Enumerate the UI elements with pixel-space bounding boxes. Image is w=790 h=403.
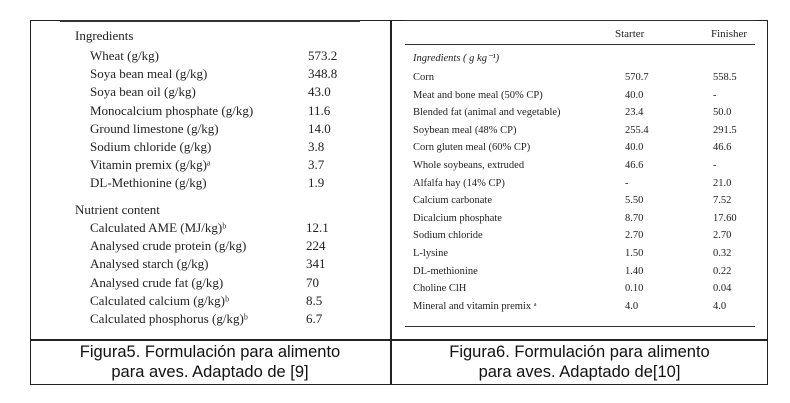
starter-value: 40.0 [625,89,644,101]
ingredient-label: Monocalcium phosphate (g/kg) [90,102,254,118]
ingredient-label: Soya bean meal (g/kg) [90,66,208,82]
ingredient-row [90,121,360,137]
nutrient-row [90,293,360,309]
starter-value: 1.40 [625,265,644,277]
formulation-label: Dicalcium phosphate [413,212,502,224]
figure5-caption [32,342,388,382]
ingredient-row [90,84,360,100]
starter-value: 4.0 [625,300,639,312]
formulation-row [413,195,753,209]
formulation-row [413,213,753,227]
ingredient-label: Soya bean oil (g/kg) [90,84,196,100]
finisher-value: 558.5 [713,72,737,83]
nutrient-row [90,238,360,254]
nutrient-label: Analysed starch (g/kg) [90,256,209,272]
formulation-row [413,266,753,280]
ingredient-value: 1.9 [308,175,325,191]
finisher-value: - [713,89,717,101]
finisher-value: 4.0 [713,300,727,312]
table6-top-rule [405,20,755,21]
formulation-label: Mineral and vitamin premix ᵃ [413,300,537,312]
starter-value: 8.70 [625,212,644,224]
finisher-value: 7.52 [713,195,732,207]
starter-value: 5.50 [625,195,644,207]
starter-value: - [625,177,629,189]
figure6-caption-line2: para aves. Adaptado de[10] [478,363,681,381]
formulation-label: Calcium carbonate [413,195,493,207]
nutrient-row [90,256,360,272]
figure6-caption-line1: Figura6. Formulación para alimento [449,343,710,361]
ingredient-label: Sodium chloride (g/kg) [90,139,212,154]
ingredient-value: 3.8 [308,139,325,154]
nutrient-label: Calculated calcium (g/kg)ᵇ [90,292,230,308]
finisher-value: 2.70 [713,230,732,242]
finisher-value: 291.5 [713,124,737,136]
formulation-row [413,230,753,244]
column-finisher: Finisher [711,28,748,40]
starter-value: 40.0 [625,142,644,154]
table5-top-rule [60,20,360,22]
formulation-row [413,107,753,121]
ingredient-label: Wheat (g/kg) [90,48,159,63]
finisher-value: 50.0 [713,107,732,119]
nutrient-value: 8.5 [306,292,323,308]
formulation-row [413,301,753,315]
column-starter: Starter [615,28,645,40]
nutrient-value: 70 [306,274,319,290]
nutrient-label: Analysed crude fat (g/kg) [90,274,224,290]
formulation-row [413,178,753,192]
formulation-row [413,72,753,86]
column-divider [390,20,392,385]
table6-bottom-rule [405,326,755,327]
nutrient-value: 6.7 [306,311,323,326]
nutrient-row [90,220,360,236]
formulation-row [413,283,753,297]
nutrient-value: 224 [306,238,326,254]
ingredient-row [90,157,360,173]
finisher-value: 0.04 [713,283,732,295]
starter-value: 1.50 [625,248,644,259]
finisher-value: 0.22 [713,265,732,277]
formulation-label: Blended fat (animal and vegetable) [413,107,561,119]
nutrient-heading: Nutrient content [75,202,160,217]
table6-header-rule [405,44,755,45]
starter-value: 570.7 [625,72,649,83]
ingredient-value: 43.0 [308,84,331,100]
nutrient-row [90,311,360,327]
formulation-label: Soybean meal (48% CP) [413,124,517,136]
ingredient-row [90,66,360,82]
nutrient-label: Calculated AME (MJ/kg)ᵇ [90,220,227,235]
finisher-value: - [713,160,717,171]
formulation-row [413,160,753,174]
nutrient-row [90,275,360,291]
formulation-label: Choline ClH [413,283,467,295]
caption-divider [30,339,768,341]
formulation-label: Corn gluten meal (60% CP) [413,142,531,154]
ingredient-value: 573.2 [308,48,338,63]
formulation-label: Whole soybeans, extruded [413,160,525,171]
starter-value: 46.6 [625,160,644,171]
nutrient-value: 341 [306,256,326,272]
formulation-label: L-lysine [413,248,448,259]
ingredient-row [90,48,360,64]
starter-value: 0.10 [625,283,644,295]
formulation-label: Sodium chloride [413,230,483,242]
starter-value: 255.4 [625,124,649,136]
ingredient-row [90,175,360,191]
finisher-value: 17.60 [713,212,737,224]
formulation-label: DL-methionine [413,265,478,277]
formulation-row [413,248,753,262]
finisher-value: 0.32 [713,248,732,259]
nutrient-label: Analysed crude protein (g/kg) [90,238,247,254]
formulation-row [413,142,753,156]
formulation-row [413,90,753,104]
ingredient-value: 3.7 [308,157,325,173]
formulation-label: Meat and bone meal (50% CP) [413,89,543,101]
ingredient-row [90,139,360,155]
ingredient-label: Vitamin premix (g/kg)ᵃ [90,157,211,173]
ingredient-value: 348.8 [308,66,338,82]
finisher-value: 46.6 [713,142,732,154]
formulation-label: Alfalfa hay (14% CP) [413,177,505,189]
formulation-label: Corn [413,72,434,83]
finisher-value: 21.0 [713,177,732,189]
figure5-caption-line1: Figura5. Formulación para alimento [79,343,341,361]
figure5-caption-line2: para aves. Adaptado de [9] [111,363,309,381]
starter-value: 2.70 [625,230,644,242]
ingredient-value: 14.0 [308,120,331,136]
ingredient-row [90,103,360,119]
ingredients-subheader: Ingredients ( g kg⁻¹) [413,53,500,64]
ingredient-label: Ground limestone (g/kg) [90,120,219,136]
nutrient-value: 12.1 [306,220,329,235]
figure6-caption [393,342,766,382]
starter-value: 23.4 [625,107,644,119]
ingredients-heading: Ingredients [75,28,134,43]
formulation-row [413,125,753,139]
ingredient-value: 11.6 [308,102,331,118]
nutrient-label: Calculated phosphorus (g/kg)ᵇ [90,311,248,326]
ingredient-label: DL-Methionine (g/kg) [90,175,207,191]
